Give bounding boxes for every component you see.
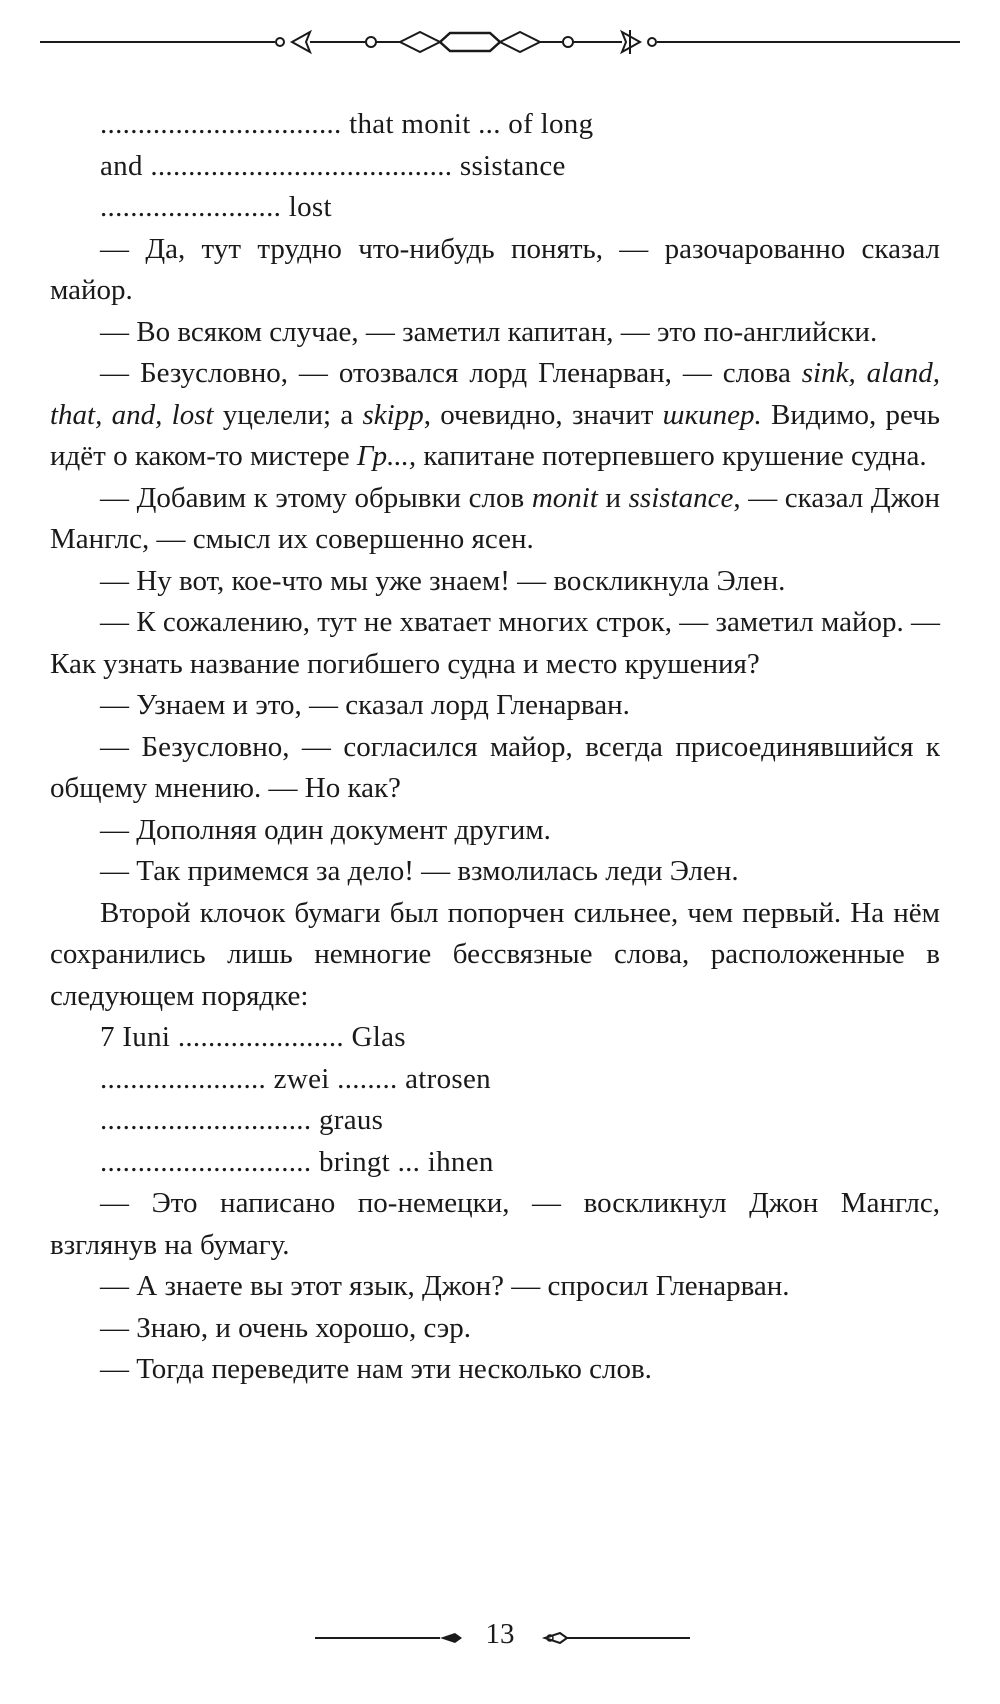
- paragraph-3-text-b: уцелели; а: [213, 398, 363, 431]
- paragraph-4-italic-ssistance: ssistance: [628, 481, 734, 514]
- paragraph-13: — А знаете вы этот язык, Джон? — спросил Гленарван.: [100, 1270, 790, 1302]
- paragraph-3-italic-gr: Гр...,: [356, 440, 417, 472]
- paragraph-7: — Узнаем и это, — сказал лорд Гленарван.: [100, 689, 630, 721]
- paragraph-4-text-b: и: [597, 481, 629, 514]
- paragraph-2: — Во всяком случае, — заметил капитан, — это по-английски.: [100, 315, 878, 348]
- paragraph-3-italic-skipper: шкипер.: [662, 398, 762, 431]
- english-fragment-line-1: ................................ that monit ... of long: [100, 108, 594, 140]
- paragraph-4-italic-monit: monit: [531, 481, 598, 514]
- paragraph-14: — Знаю, и очень хорошо, сэр.: [100, 1311, 471, 1344]
- paragraph-3-text-c: , очевидно, значит: [423, 398, 663, 431]
- paragraph-4-text-a: — Добавим к этому обрывки слов: [100, 481, 532, 514]
- german-fragment-line-2: ...................... zwei ........ atrosen: [100, 1062, 491, 1095]
- paragraph-3-text-d: Видимо, речь идёт о каком-то мистере: [50, 398, 940, 472]
- german-fragment-line-3: ............................ graus: [100, 1104, 384, 1136]
- paragraph-9: — Дополняя один документ другим.: [100, 813, 551, 846]
- paragraph-3-text-e: капитане потерпевшего крушение судна.: [416, 440, 927, 472]
- german-fragment-line-1: 7 Iuni ...................... Glas: [100, 1021, 406, 1053]
- german-fragment-line-4: ............................ bringt ... ihnen: [100, 1145, 494, 1178]
- page-footer: [0, 1612, 1000, 1672]
- paragraph-15: — Тогда переведите нам эти несколько слов.: [100, 1353, 652, 1385]
- paragraph-3-text-a: — Безусловно, — отозвался лорд Гленарван, — слова: [100, 357, 802, 389]
- paragraph-3-italic-skipp: skipp: [362, 398, 424, 431]
- paragraph-12: — Это написано по-немецки, — воскликнул Джон Манглс, взглянув на бумагу.: [50, 1187, 940, 1261]
- paragraph-8: — Безусловно, — согласился майор, всегда присоединявшийся к общему мнению. — Но как?: [50, 730, 940, 804]
- paragraph-4-text-c: , — сказал Джон Манглс, — смысл их совершенно ясен.: [50, 481, 940, 555]
- paragraph-3-italic-words: sink, aland, that, and, lost: [50, 357, 940, 431]
- paragraph-6: — К сожалению, тут не хватает многих строк, — заметил майор. — Как узнать название погибшего судна и место крушения?: [50, 606, 940, 680]
- paragraph-4: [50, 478, 940, 561]
- page-text: [50, 104, 940, 1391]
- paragraph-5: — Ну вот, кое-что мы уже знаем! — воскликнула Элен.: [100, 564, 786, 597]
- top-ornament: [40, 22, 960, 62]
- page-number: 13: [485, 1618, 515, 1650]
- english-fragment-line-3: ........................ lost: [100, 191, 332, 223]
- paragraph-11: Второй клочок бумаги был попорчен сильнее, чем первый. На нём сохранились лишь немногие бессвязные слова, расположенные в следующем порядке:: [50, 896, 940, 1012]
- paragraph-1: — Да, тут трудно что-нибудь понять, — разочарованно сказал майор.: [50, 232, 940, 306]
- paragraph-3: [50, 353, 940, 478]
- paragraph-10: — Так примемся за дело! — взмолилась леди Элен.: [100, 855, 739, 887]
- english-fragment-line-2: and ........................................ ssistance: [100, 149, 566, 182]
